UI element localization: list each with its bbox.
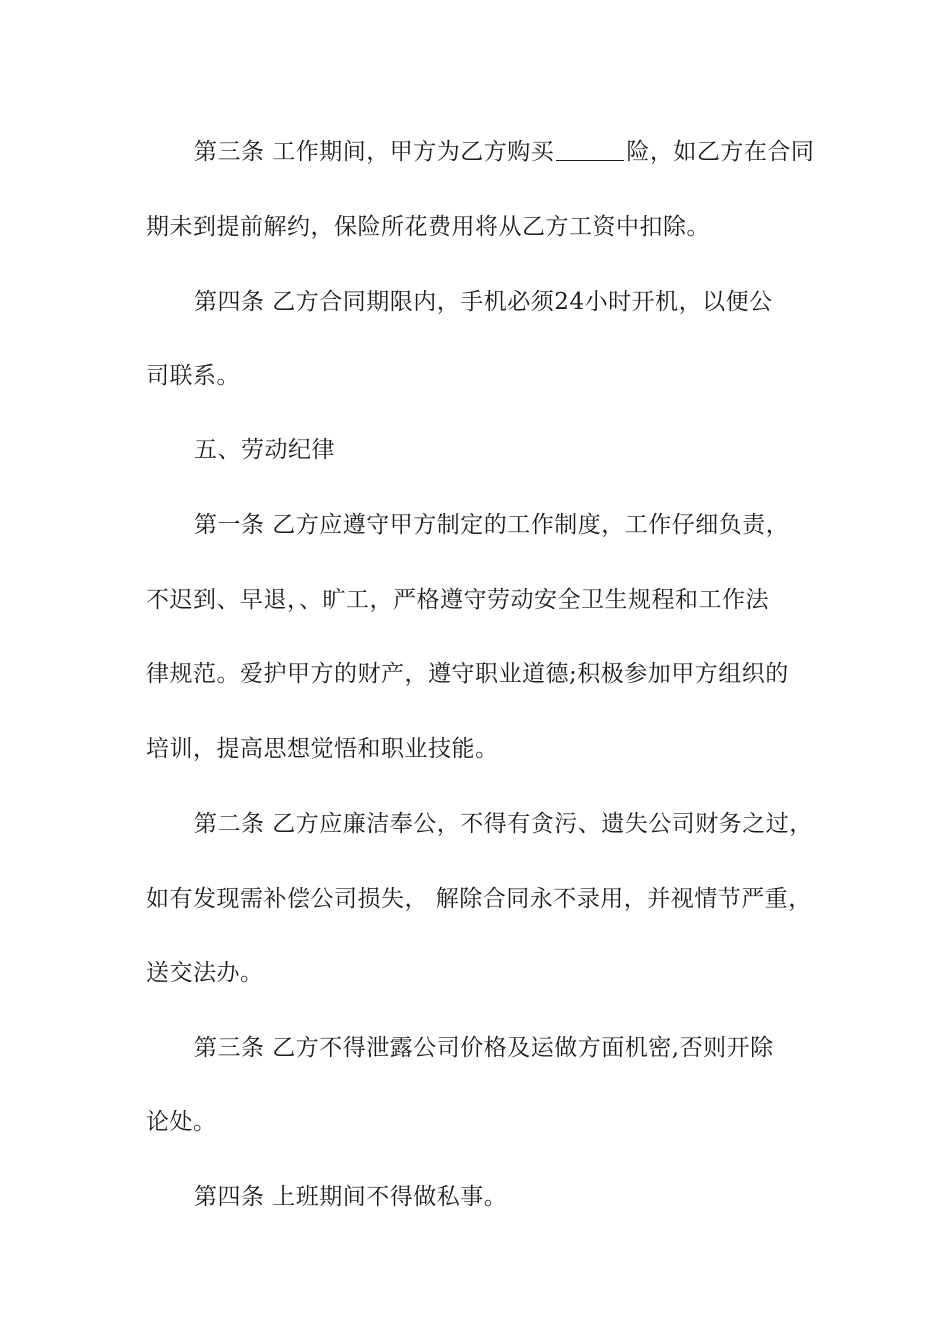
discipline-article-3-line-1: 第三条 乙方不得泄露公司价格及运做方面机密,否则开除 xyxy=(194,1035,774,1061)
article-3-line-2: 期未到提前解约，保险所花费用将从乙方工资中扣除。 xyxy=(146,214,710,240)
article-3-text-a: 第三条 工作期间，甲方为乙方购买 xyxy=(194,139,555,165)
insurance-blank xyxy=(556,136,624,161)
discipline-article-3-line-2: 论处。 xyxy=(146,1109,217,1135)
article-4-line-1: 第四条 乙方合同期限内，手机必须24小时开机，以便公 xyxy=(194,289,773,315)
discipline-article-2-line-1: 第二条 乙方应廉洁奉公，不得有贪污、遗失公司财务之过， xyxy=(194,811,813,837)
discipline-article-2-line-3: 送交法办。 xyxy=(146,960,264,986)
discipline-article-1-line-1: 第一条 乙方应遵守甲方制定的工作制度，工作仔细负责， xyxy=(194,512,790,538)
discipline-article-1-line-2: 不迟到、早退，、旷工，严格遵守劳动安全卫生规程和工作法 xyxy=(146,587,769,613)
article-4-line-2: 司联系。 xyxy=(146,363,240,389)
discipline-article-1-line-3: 律规范。爱护甲方的财产，遵守职业道德;积极参加甲方组织的 xyxy=(146,661,789,687)
article-3-text-b: 险，如乙方在合同 xyxy=(626,139,815,165)
discipline-article-4-line-1: 第四条 上班期间不得做私事。 xyxy=(194,1184,508,1210)
article-3-line-1 xyxy=(194,132,874,172)
section-heading-labor-discipline: 五、劳动纪律 xyxy=(194,437,335,463)
discipline-article-2-line-2: 如有发现需补偿公司损失， 解除合同永不录用，并视情节严重， xyxy=(146,886,812,912)
discipline-article-1-line-4: 培训，提高思想觉悟和职业技能。 xyxy=(146,736,499,762)
